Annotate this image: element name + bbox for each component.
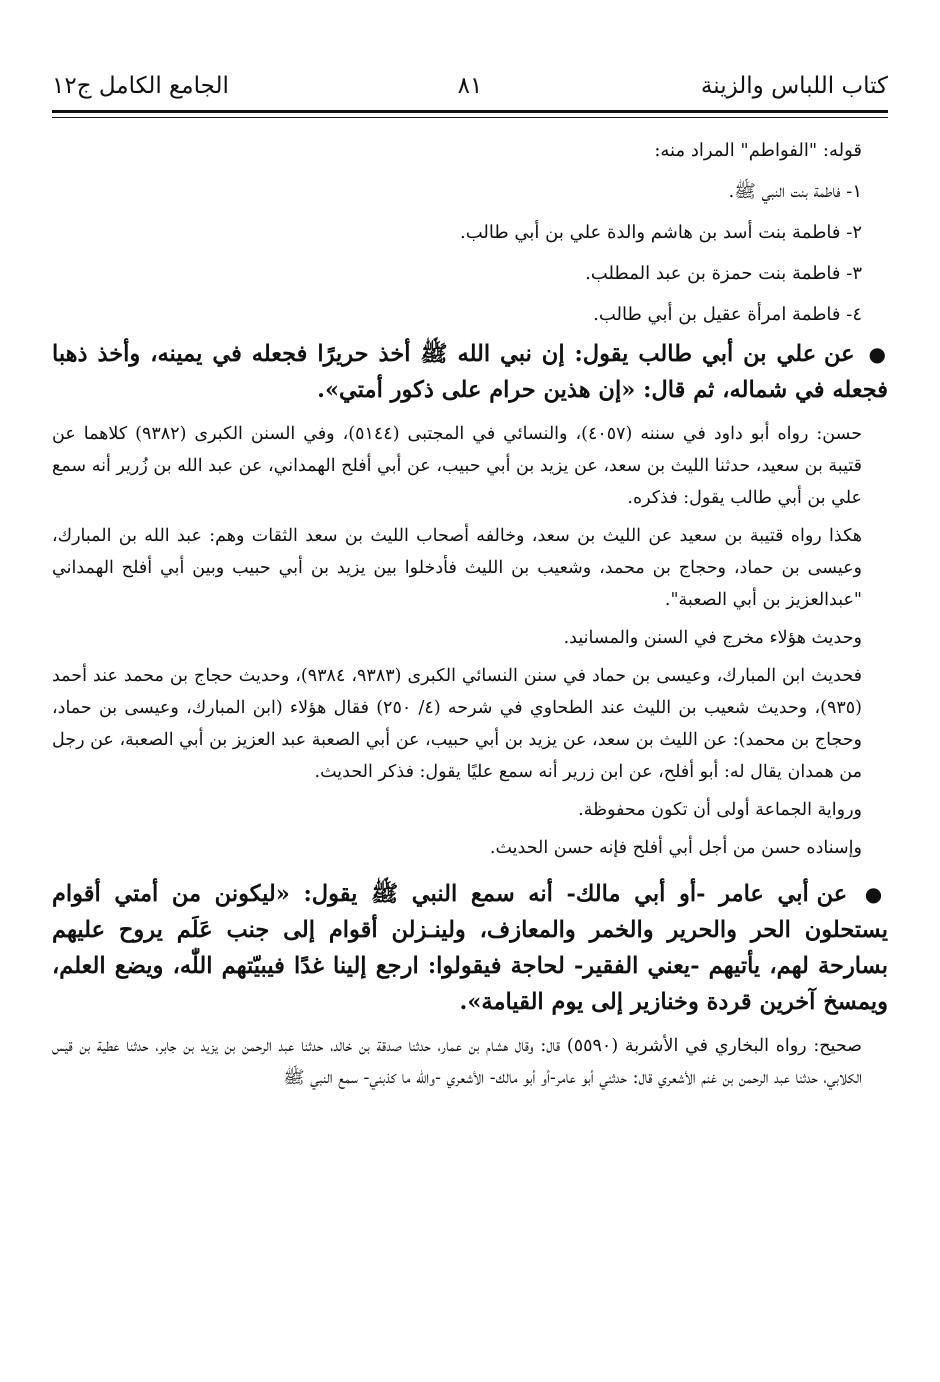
running-header xyxy=(52,66,888,106)
hadith-text xyxy=(52,876,888,1020)
commentary-paragraph: ورواية الجماعة أولى أن تكون محفوظة. xyxy=(578,800,862,820)
commentary-paragraph: فحديث ابن المبارك، وعيسى بن حماد في سنن النسائي الكبرى (٩٣٨٣، ٩٣٨٤)، وحديث حجاج بن محمد عند أحمد (٩٣٥)، وحديث شعيب بن الليث عند الطحاوي في شرحه (٤/ ٢٥٠) فقال هؤلاء (ابن المبارك، وعيسى بن حماد، وحجاج بن محمد): عن الليث بن سعد، عن يزيد بن أبي حبيب، عن أبي الصعبة عبد العزيز بن أبي الصعبة، عن رجل من همدان يقال له: أبو أفلح، عن ابن زرير أنه سمع عليًا يقول: فذكر الحديث. xyxy=(52,666,862,782)
chapter-title: كتاب اللباس والزينة xyxy=(700,73,888,99)
list-item: ٤- فاطمة امرأة عقيل بن أبي طالب. xyxy=(593,304,862,325)
list-item: ١- فاطمة بنت النبي ﷺ. xyxy=(728,181,862,202)
header-rule-thin xyxy=(52,117,888,118)
hadith-body: عن علي بن أبي طالب يقول: إن نبي الله ﷺ أخذ حريرًا فجعله في يمينه، وأخذ ذهبا فجعله في شماله، ثم قال: «إن هذين حرام على ذكور أمتي». xyxy=(52,341,888,403)
commentary-paragraph: هكذا رواه قتيبة بن سعيد عن الليث بن سعد، وخالفه أصحاب الليث بن سعد الثقات وهم: عبد الله بن المبارك، وعيسى بن حماد، وحجاج بن محمد، وشعيب بن الليث فأدخلوا بين يزيد بن أبي حبيب وبين أبي أفلح الهمداني "عبدالعزيز بن أبي الصعبة". xyxy=(52,526,862,610)
list-item: ٢- فاطمة بنت أسد بن هاشم والدة علي بن أبي طالب. xyxy=(459,222,862,243)
book-title: الجامع الكامل ج١٢ xyxy=(52,73,229,99)
commentary-paragraph: صحيح: رواه البخاري في الأشربة (٥٥٩٠) قال: وقال هشام بن عمار، حدثنا صدقة بن خالد، حدثنا عبد الرحمن بن يزيد بن جابر، حدثنا عطية بن قيس الكلابي، حدثنا عبد الرحمن بن غنم الأشعري قال: حدثني أبو عامر-أو أبو مالك- الأشعري -والله ما كذبني- سمع النبي ﷺ xyxy=(52,1036,862,1088)
commentary-paragraph: وحديث هؤلاء مخرج في السنن والمسانيد. xyxy=(563,628,862,648)
bullet-icon: ● xyxy=(868,342,888,366)
commentary-paragraph: حسن: رواه أبو داود في سننه (٤٠٥٧)، والنسائي في المجتبى (٥١٤٤)، وفي السنن الكبرى (٩٣٨٢) كلاهما عن قتيبة بن سعيد، حدثنا الليث بن سعد، عن يزيد بن أبي حبيب، عن أبي أفلح الهمداني، عن عبد الله بن زُرير أنه سمع علي بن أبي طالب يقول: فذكره. xyxy=(52,424,863,508)
commentary-paragraph: وإسناده حسن من أجل أبي أفلح فإنه حسن الحديث. xyxy=(489,838,862,858)
bullet-icon: ● xyxy=(864,882,888,906)
hadith-body: عن أبي عامر -أو أبي مالك- أنه سمع النبي ﷺ يقول: «ليكونن من أمتي أقوام يستحلون الحر والحرير والخمر والمعازف، ولينـزلن أقوام إلى جنب عَلَم يروح عليهم بسارحة لهم، يأتيهم -يعني الفقير- لحاجة فيقولوا: ارجع إلينا غدًا فيبيّتهم اللّٰه، ويضع العلم، ويمسخ آخرين قردة وخنازير إلى يوم القيامة». xyxy=(52,881,888,1015)
hadith-text xyxy=(52,336,888,408)
header-rule-thick xyxy=(52,110,888,113)
book-page xyxy=(52,0,888,1382)
page-number: ٨١ xyxy=(457,73,483,99)
page-body xyxy=(52,132,888,1100)
list-item: ٣- فاطمة بنت حمزة بن عبد المطلب. xyxy=(585,263,862,284)
list-intro: قوله: "الفواطم" المراد منه: xyxy=(654,140,862,161)
